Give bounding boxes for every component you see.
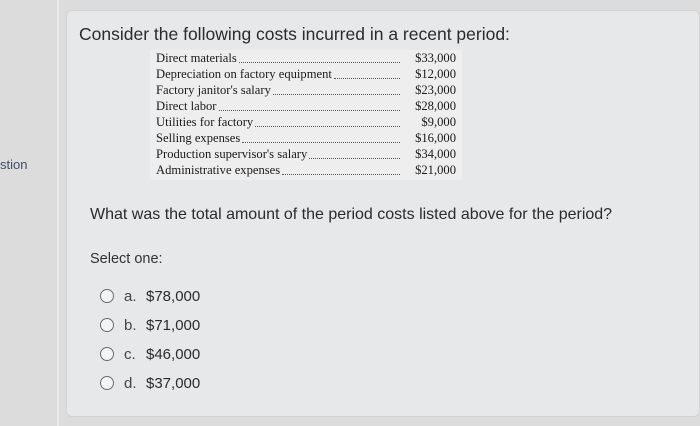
dot-leader bbox=[255, 126, 400, 127]
cost-row bbox=[156, 82, 456, 98]
cost-value: $28,000 bbox=[415, 99, 456, 113]
option-a[interactable] bbox=[100, 286, 200, 306]
cost-label: Direct labor bbox=[156, 99, 217, 113]
cost-row bbox=[156, 130, 456, 146]
option-letter: b. bbox=[124, 316, 137, 334]
option-b[interactable] bbox=[100, 315, 200, 335]
cost-row bbox=[156, 50, 456, 66]
dot-leader bbox=[309, 158, 400, 159]
option-c[interactable] bbox=[100, 344, 200, 364]
cost-row bbox=[156, 114, 456, 130]
cost-value: $21,000 bbox=[415, 163, 456, 177]
option-letter: c. bbox=[124, 345, 136, 363]
cost-label: Administrative expenses bbox=[156, 163, 281, 177]
cost-row bbox=[156, 146, 456, 162]
cost-value: $23,000 bbox=[415, 83, 456, 97]
cost-label: Production supervisor's salary bbox=[156, 147, 308, 161]
option-text: $71,000 bbox=[146, 316, 201, 334]
option-letter: a. bbox=[124, 287, 137, 305]
option-text: $46,000 bbox=[146, 345, 201, 363]
option-d[interactable] bbox=[100, 373, 200, 393]
cost-value: $12,000 bbox=[415, 67, 456, 81]
dot-leader bbox=[219, 110, 401, 111]
question-intro: Consider the following costs incurred in a recent period: bbox=[79, 24, 510, 44]
cost-table bbox=[150, 50, 462, 180]
radio-button-b[interactable] bbox=[100, 318, 114, 332]
sidebar-divider bbox=[57, 0, 59, 426]
cost-label: Direct materials bbox=[156, 51, 237, 65]
dot-leader bbox=[334, 78, 400, 79]
radio-button-c[interactable] bbox=[100, 347, 114, 361]
dot-leader bbox=[242, 142, 400, 143]
cost-row bbox=[156, 162, 456, 178]
option-letter: d. bbox=[124, 374, 137, 392]
cost-label: Depreciation on factory equipment bbox=[156, 67, 332, 81]
dot-leader bbox=[273, 94, 400, 95]
cost-value: $9,000 bbox=[421, 115, 456, 129]
cost-label: Selling expenses bbox=[156, 131, 241, 145]
radio-button-a[interactable] bbox=[100, 289, 114, 303]
dot-leader bbox=[282, 174, 400, 175]
radio-button-d[interactable] bbox=[100, 376, 114, 390]
question-prompt: What was the total amount of the period costs listed above for the period? bbox=[90, 206, 613, 223]
question-nav-label: stion bbox=[0, 157, 28, 172]
dot-leader bbox=[239, 62, 400, 63]
select-one-label: Select one: bbox=[90, 251, 163, 267]
cost-value: $16,000 bbox=[415, 131, 456, 145]
cost-row bbox=[156, 66, 456, 82]
cost-label: Utilities for factory bbox=[156, 115, 254, 129]
cost-label: Factory janitor's salary bbox=[156, 83, 271, 97]
option-text: $37,000 bbox=[146, 374, 201, 392]
option-text: $78,000 bbox=[146, 287, 201, 305]
cost-value: $33,000 bbox=[415, 51, 456, 65]
cost-value: $34,000 bbox=[415, 147, 456, 161]
cost-row bbox=[156, 98, 456, 114]
